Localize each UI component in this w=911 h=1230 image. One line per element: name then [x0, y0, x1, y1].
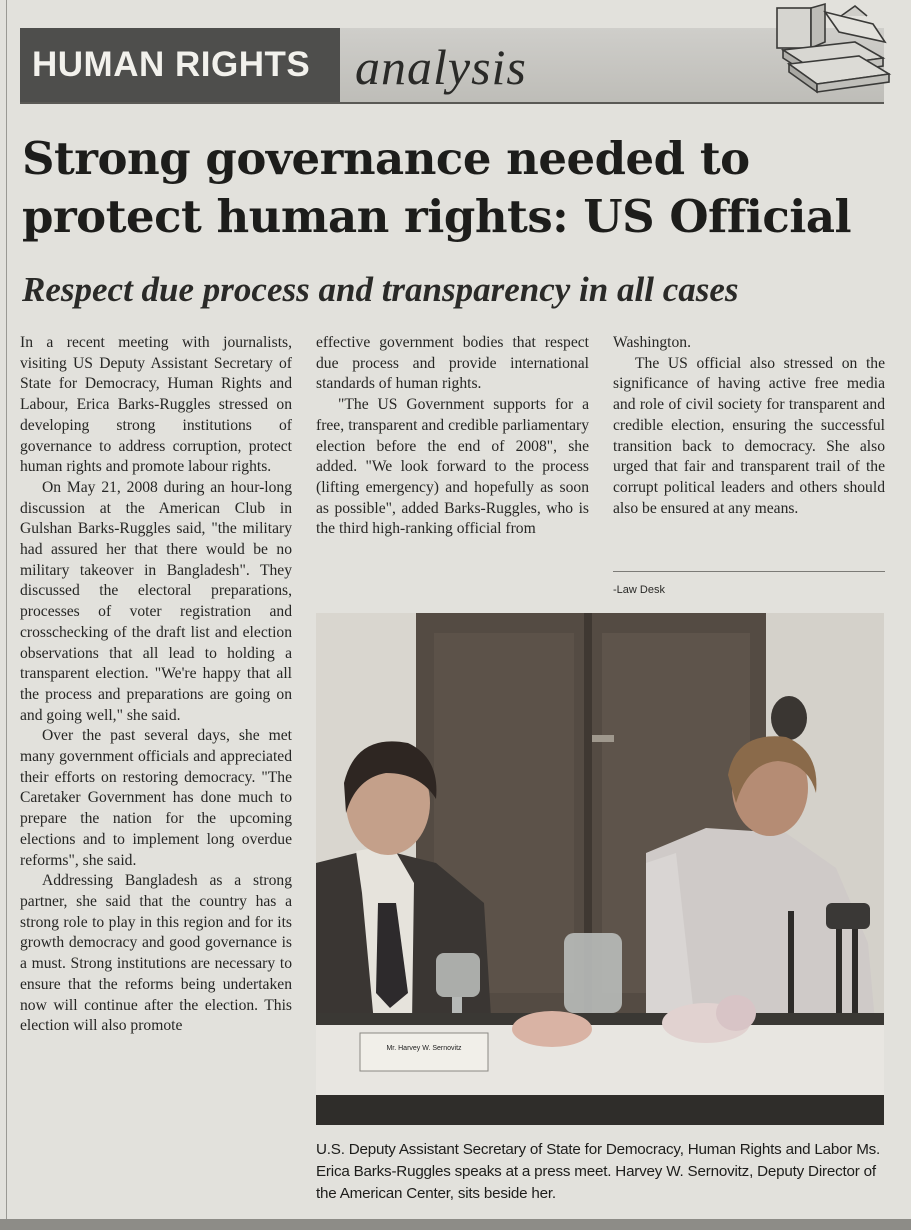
paragraph: The US official also stressed on the significance of having active free media and role of civil society for transparent and credible election, ensuring the successful transition back to democracy. She also urged that fair and transparent trail of the corrupt political leaders and others should also be ensured at any means.	[613, 354, 885, 517]
photo-illustration	[316, 613, 884, 1125]
section-banner	[20, 28, 884, 104]
paragraph: Addressing Bangladesh as a strong partner, she said that the country has a strong role to play in this region and for its growth democracy and good governance is a must. Strong institutions are necessary to ensure that the reforms being undertaken now will continue after the election. This election will also promote	[20, 872, 292, 1035]
byline-divider	[613, 571, 885, 572]
paragraph: In a recent meeting with journalists, visiting US Deputy Assistant Secretary of State for Democracy, Human Rights and Labour, Erica Barks-Ruggles stressed on developing strong institutions of governance to address corruption, protect human rights and promote labour rights.	[20, 334, 292, 476]
nameplate-text: Mr. Harvey W. Sernovitz	[386, 1045, 462, 1052]
article-column-3	[613, 333, 885, 519]
article-column-2	[316, 333, 589, 540]
byline: -Law Desk	[613, 584, 665, 596]
paragraph: Over the past several days, she met many government officials and appreciated their efforts on restoring democracy. "The Caretaker Government has done much to prepare the nation for the upcoming elections and to implement long overdue reforms", she said.	[20, 727, 292, 869]
section-label: HUMAN RIGHTS	[32, 45, 311, 84]
press-meet-photo	[316, 613, 884, 1125]
books-stack-icon	[755, 2, 895, 102]
paragraph: "The US Government supports for a free, transparent and credible parliamentary election before the end of 2008", she added. "We look forward to the process (lifting emergency) and hopefully as soon as possible", added Barks-Ruggles, who is the third high-ranking official from	[316, 396, 589, 538]
paragraph: effective government bodies that respect due process and provide international standards of human rights.	[316, 334, 589, 393]
paragraph: Washington.	[613, 334, 692, 351]
section-subtitle: analysis	[355, 39, 527, 95]
paragraph: On May 21, 2008 during an hour-long discussion at the American Club in Gulshan Barks-Ruggles said, "the military had assured her that there would be no military takeover in Bangladesh". They discussed the electoral preparations, processes of voter registration and crosschecking of the draft list and election observations that all lead to holding a transparent election. "We're happy that all the process and preparations are going on and going well," she said.	[20, 478, 292, 724]
photo-caption: U.S. Deputy Assistant Secretary of State for Democracy, Human Rights and Labor Ms. Erica Barks-Ruggles speaks at a press meet. Harvey W. Sernovitz, Deputy Director of the American Center, sits beside her.	[316, 1141, 881, 1202]
article-headline: Strong governance needed to protect human rights: US Official	[22, 132, 852, 243]
article-column-1	[20, 333, 292, 1037]
article-subheadline: Respect due process and transparency in all cases	[22, 270, 739, 309]
page-margin-rule	[6, 0, 7, 1230]
page-bottom-rule	[0, 1219, 911, 1230]
section-label-box	[20, 28, 340, 102]
